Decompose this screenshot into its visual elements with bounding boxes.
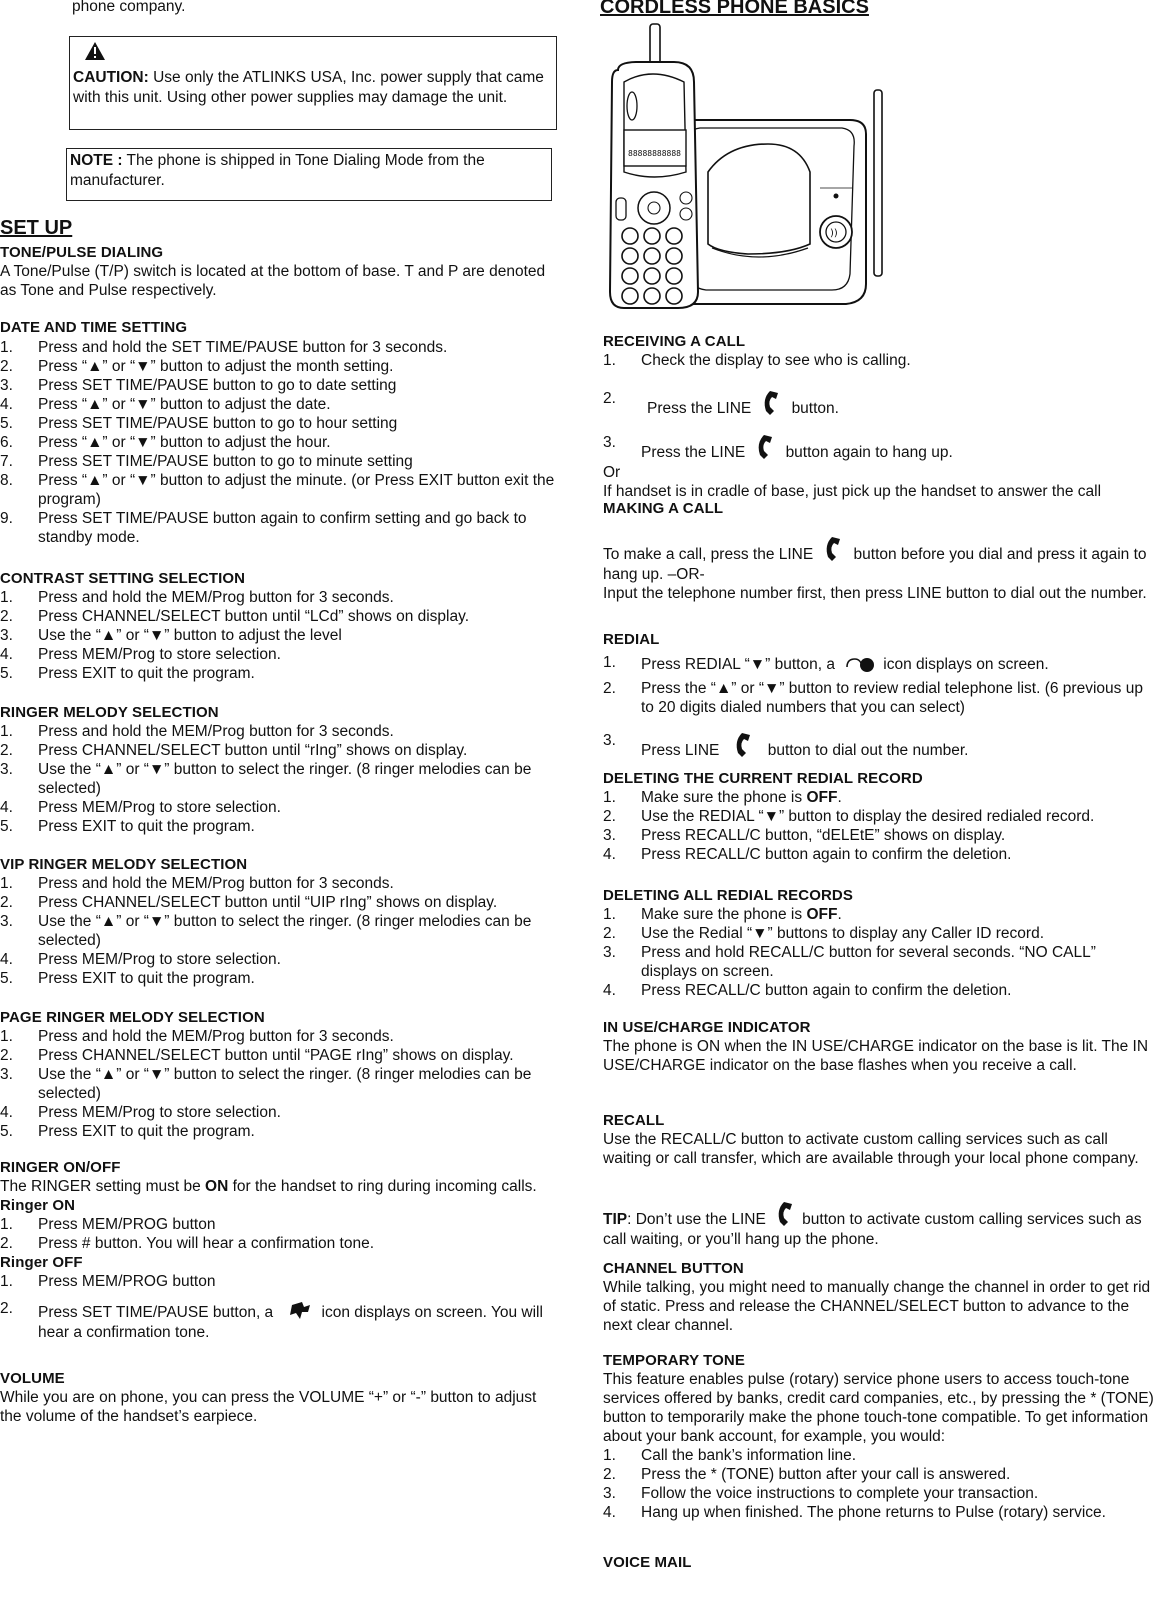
list-item: 7. Press SET TIME/PAUSE button to go to minute setting [0,453,413,470]
list-item: 1. Make sure the phone is OFF. [603,906,842,923]
or-label: Or [603,464,621,481]
ringer-melody-section [0,703,562,836]
redial-title: REDIAL [603,631,660,648]
temporary-tone-title: TEMPORARY TONE [603,1352,745,1369]
page-melody-section [0,1008,562,1141]
cordless-phone-illustration [588,22,924,314]
list-item: 4. Press RECALL/C button again to confirm the deletion. [603,982,1012,999]
line-button-icon [770,1200,802,1230]
date-time-title: DATE AND TIME SETTING [0,319,188,336]
delete-current-title: DELETING THE CURRENT REDIAL RECORD [603,770,923,787]
list-item: 1. Press and hold the MEM/Prog button for 3 seconds. [0,1028,394,1045]
delete-all-title: DELETING ALL REDIAL RECORDS [603,887,853,904]
cradle-text: If handset is in cradle of base, just pick up the handset to answer the call [603,483,1102,500]
tip-text: TIP: Don’t use the LINE button to activate custom calling services such as call waiting, or you’ll hang up the phone. [603,1200,1155,1249]
line-button-icon [750,433,786,463]
list-item: 1. Call the bank’s information line. [603,1447,857,1464]
ringer-onoff-title: RINGER ON/OFF [0,1159,121,1176]
caution-text: CAUTION: Use only the ATLINKS USA, Inc. power supply that came with this unit. Using other power supplies may damage the unit. [73,69,544,106]
making-section [603,499,1155,603]
ringer-off-icon [278,1299,322,1323]
volume-section [0,1369,562,1426]
temporary-tone-section [603,1351,1155,1522]
setup-title: SET UP [0,217,73,239]
tip-section [603,1200,1155,1249]
redial-icon [839,653,883,675]
list-item: 2. Use the REDIAL “▼” button to display the desired redialed record. [603,808,1095,825]
ringer-on-title: Ringer ON [0,1197,76,1214]
cordless-basics-title: CORDLESS PHONE BASICS [600,0,869,18]
redial-section [603,630,1155,761]
list-item: 3. Use the “▲” or “▼” button to select the ringer. (8 ringer melodies can be selected) [0,913,532,949]
page-melody-title: PAGE RINGER MELODY SELECTION [0,1009,265,1026]
making-text-alt: Input the telephone number first, then press LINE button to dial out the number. [603,585,1147,602]
list-item: 2. Press the * (TONE) button after your call is answered. [603,1466,1011,1483]
list-item: 5. Press EXIT to quit the program. [0,970,255,987]
volume-title: VOLUME [0,1370,65,1387]
ringer-onoff-section [0,1158,562,1342]
vip-melody-section [0,855,562,988]
list-item: 3. Press SET TIME/PAUSE button to go to date setting [0,377,397,394]
list-item: 4. Hang up when finished. The phone returns to Pulse (rotary) service. [603,1504,1106,1521]
list-item: 6. Press “▲” or “▼” button to adjust the hour. [0,434,331,451]
list-item: 1. Press MEM/PROG button [0,1273,216,1290]
list-item: 2. Press CHANNEL/SELECT button until “LCd” shows on display. [0,608,470,625]
list-item: 2. Press “▲” or “▼” button to adjust the month setting. [0,358,394,375]
date-time-section [0,318,562,547]
list-item: 1. Press MEM/PROG button [0,1216,216,1233]
recall-title: RECALL [603,1112,665,1129]
list-item: 3. Press RECALL/C button, “dELEtE” shows on display. [603,827,1006,844]
delete-current-section [603,769,1155,864]
list-item: 5. Press EXIT to quit the program. [0,1123,255,1140]
making-title: MAKING A CALL [603,500,724,517]
in-use-section [603,1018,1155,1075]
list-item: 5. Press EXIT to quit the program. [0,665,255,682]
list-item: 1. Press REDIAL “▼” button, a icon displays on screen. [603,654,1049,673]
intro-tail: phone company. [72,0,186,15]
list-item: 3. Follow the voice instructions to complete your transaction. [603,1485,1039,1502]
ringer-melody-title: RINGER MELODY SELECTION [0,704,219,721]
line-button-icon [818,535,854,565]
contrast-section [0,569,562,683]
list-item: 4. Press MEM/Prog to store selection. [0,646,281,663]
making-text: To make a call, press the LINE button before you dial and press it again to hang up. –OR- [603,535,1155,584]
list-item: 5. Press EXIT to quit the program. [0,818,255,835]
list-item: 8. Press “▲” or “▼” button to adjust the minute. (or Press EXIT button exit the program) [0,472,555,508]
channel-text: While talking, you might need to manually change the channel in order to get rid of static. Press and release the CHANNEL/SELECT button to advance to the next clear channel. [603,1279,1151,1334]
line-button-icon [756,389,792,419]
list-item: 1. Press and hold the SET TIME/PAUSE button for 3 seconds. [0,339,448,356]
tone-pulse-section [0,243,562,300]
receiving-title: RECEIVING A CALL [603,333,746,350]
warning-icon [84,41,106,61]
channel-title: CHANNEL BUTTON [603,1260,744,1277]
list-item: 4. Press MEM/Prog to store selection. [0,799,281,816]
list-item: 2. Press CHANNEL/SELECT button until “UIP rIng” shows on display. [0,894,498,911]
list-item: 1. Press and hold the MEM/Prog button for 3 seconds. [0,723,394,740]
list-item: 3. Press and hold RECALL/C button for several seconds. “NO CALL” displays on screen. [603,944,1096,980]
list-item: 4. Press RECALL/C button again to confirm the deletion. [603,846,1012,863]
recall-text: Use the RECALL/C button to activate custom calling services such as call waiting or call transfer, which are available through your local phone company. [603,1131,1139,1167]
receiving-section [603,332,1155,501]
list-item: 3. Press LINE button to dial out the number. [603,732,969,759]
volume-text: While you are on phone, you can press the VOLUME “+” or “-” button to adjust the volume of the handset’s earpiece. [0,1389,537,1425]
svg-text:)): )) [830,228,838,239]
contrast-title: CONTRAST SETTING SELECTION [0,570,246,587]
list-item: 1. Press and hold the MEM/Prog button for 3 seconds. [0,875,394,892]
voice-mail-title: VOICE MAIL [603,1554,692,1571]
caution-box [69,36,557,130]
list-item: 3. Use the “▲” or “▼” button to select the ringer. (8 ringer melodies can be selected) [0,1066,532,1102]
lcd-readout: 88888888888 [628,149,681,158]
list-item: 2. Press SET TIME/PAUSE button, a icon displays on screen. You will hear a confirmation tone. [0,1300,543,1341]
line-button-icon [724,731,768,761]
delete-all-section [603,886,1155,1000]
ringer-off-title: Ringer OFF [0,1254,83,1271]
list-item: 2. Press CHANNEL/SELECT button until “PAGE rIng” shows on display. [0,1047,514,1064]
vip-melody-title: VIP RINGER MELODY SELECTION [0,856,248,873]
list-item: 5. Press SET TIME/PAUSE button to go to hour setting [0,415,398,432]
temporary-tone-text: This feature enables pulse (rotary) service phone users to access touch-tone services offered by banks, credit card companies, etc., by pressing the * (TONE) button to temporarily make the phone touch-tone compatible. To get information about your bank account, for example, you would: [603,1371,1154,1445]
note-box [66,148,552,201]
in-use-title: IN USE/CHARGE INDICATOR [603,1019,811,1036]
ringer-onoff-intro: The RINGER setting must be ON for the handset to ring during incoming calls. [0,1178,537,1195]
list-item: 3. Use the “▲” or “▼” button to adjust the level [0,627,342,644]
list-item: 2. Press the “▲” or “▼” button to review redial telephone list. (6 previous up to 20 digits dialed numbers that you can select) [603,680,1143,716]
in-use-text: The phone is ON when the IN USE/CHARGE indicator on the base is lit. The IN USE/CHARGE indicator on the base flashes when you receive a call. [603,1038,1149,1074]
tone-pulse-title: TONE/PULSE DIALING [0,244,164,261]
list-item: 4. Press MEM/Prog to store selection. [0,1104,281,1121]
list-item: 4. Press “▲” or “▼” button to adjust the date. [0,396,331,413]
list-item: 2. Press # button. You will hear a confirmation tone. [0,1235,375,1252]
tone-pulse-text: A Tone/Pulse (T/P) switch is located at the bottom of base. T and P are denoted as Tone and Pulse respectively. [0,263,546,299]
list-item: 1. Press and hold the MEM/Prog button for 3 seconds. [0,589,394,606]
list-item: 2. Press CHANNEL/SELECT button until “rIng” shows on display. [0,742,468,759]
list-item: 3. Press the LINE button again to hang up. [603,434,953,461]
list-item: 1. Check the display to see who is calling. [603,352,911,369]
list-item: 2. Press the LINE button. [603,390,839,417]
list-item: 4. Press MEM/Prog to store selection. [0,951,281,968]
list-item: 1. Make sure the phone is OFF. [603,789,842,806]
recall-section [603,1111,1155,1168]
channel-section [603,1259,1155,1335]
note-text: NOTE : The phone is shipped in Tone Dialing Mode from the manufacturer. [70,152,485,189]
list-item: 2. Use the Redial “▼” buttons to display any Caller ID record. [603,925,1045,942]
list-item: 3. Use the “▲” or “▼” button to select the ringer. (8 ringer melodies can be selected) [0,761,532,797]
list-item: 9. Press SET TIME/PAUSE button again to confirm setting and go back to standby mode. [0,510,527,546]
